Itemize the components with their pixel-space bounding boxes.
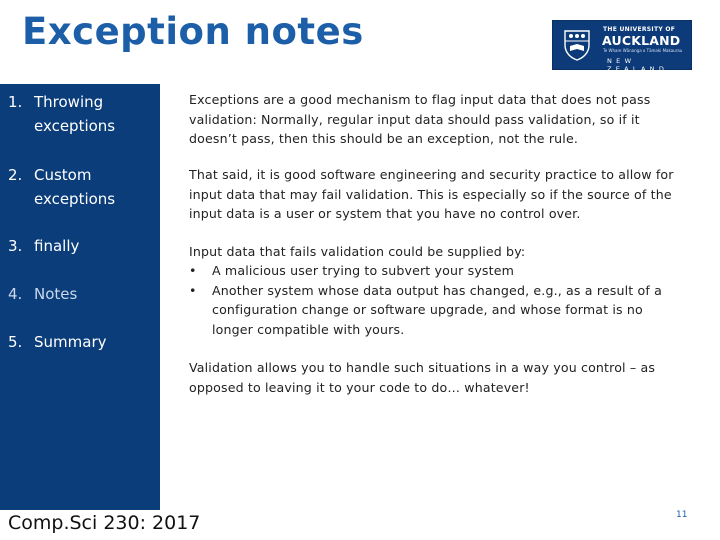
- text-line: input data is a user or system that you have no control over.: [189, 206, 581, 221]
- text-line: Another system whose data output has changed, e.g., as a result of a: [212, 282, 662, 298]
- text-line: input data that may fail validation. This is especially so if the source of the: [189, 186, 672, 202]
- text-line: validation: Normally, regular input data should pass validation, so if it: [189, 111, 640, 127]
- nav-item-label: finally: [34, 237, 80, 255]
- nav-item-number: 4.: [8, 285, 23, 303]
- footer-course: Comp.Sci 230: 2017: [8, 512, 201, 534]
- list-item: [189, 261, 699, 281]
- text-line: Validation allows you to handle such situations in a way you control – as: [189, 360, 656, 375]
- page-number: 11: [676, 510, 688, 520]
- bullet-list: [189, 261, 699, 339]
- nav-item-label-cont: exceptions: [34, 117, 116, 135]
- bullet-icon: •: [189, 263, 197, 278]
- nav-item-number: 1.: [8, 93, 23, 111]
- nav-item-number: 5.: [8, 333, 23, 351]
- nav-item-number: 2.: [8, 166, 23, 184]
- text-line: longer compatible with yours.: [212, 321, 405, 337]
- nav-item-number: 3.: [8, 237, 23, 255]
- text-line: configuration change or software upgrade, and whose format is no: [212, 302, 643, 317]
- logo-text-country: NEW ZEALAND: [607, 57, 669, 73]
- paragraph-validation-allows: [189, 358, 699, 397]
- nav-item-label: Summary: [34, 333, 107, 351]
- text-line: A malicious user trying to subvert your system: [212, 263, 515, 278]
- text-line: doesn’t pass, then this should be an exception, not the rule.: [189, 131, 578, 146]
- nav-item-label-cont: exceptions: [34, 190, 116, 208]
- logo-text-main: AUCKLAND: [602, 33, 681, 48]
- nav-item-label: Custom: [34, 166, 92, 184]
- nav-item-throwing-exceptions[interactable]: [8, 90, 158, 138]
- university-crest-icon: [563, 29, 591, 61]
- university-logo: [552, 20, 692, 73]
- nav-item-label: Notes: [34, 285, 78, 303]
- text-line: opposed to leaving it to your code to do… whatever!: [189, 379, 530, 395]
- nav-item-label: Throwing: [34, 93, 104, 111]
- nav-item-notes[interactable]: [8, 282, 158, 306]
- logo-text-maori: Te Whare Wānanga o Tāmaki Makaurau: [603, 48, 683, 53]
- nav-item-summary[interactable]: [8, 330, 158, 354]
- nav-item-finally[interactable]: [8, 234, 158, 258]
- paragraph-fails-validation: Input data that fails validation could be supplied by:: [189, 244, 526, 259]
- bullet-icon: •: [189, 282, 197, 298]
- text-line: Exceptions are a good mechanism to flag input data that does not pass: [189, 92, 651, 107]
- logo-text-top: THE UNIVERSITY OF: [603, 26, 676, 33]
- paragraph-exceptions-mechanism: [189, 90, 699, 149]
- text-line: That said, it is good software engineering and security practice to allow for: [189, 167, 674, 182]
- list-item: [189, 281, 699, 340]
- paragraph-good-practice: [189, 165, 699, 224]
- nav-item-custom-exceptions[interactable]: [8, 163, 158, 211]
- page-title: Exception notes: [22, 10, 364, 53]
